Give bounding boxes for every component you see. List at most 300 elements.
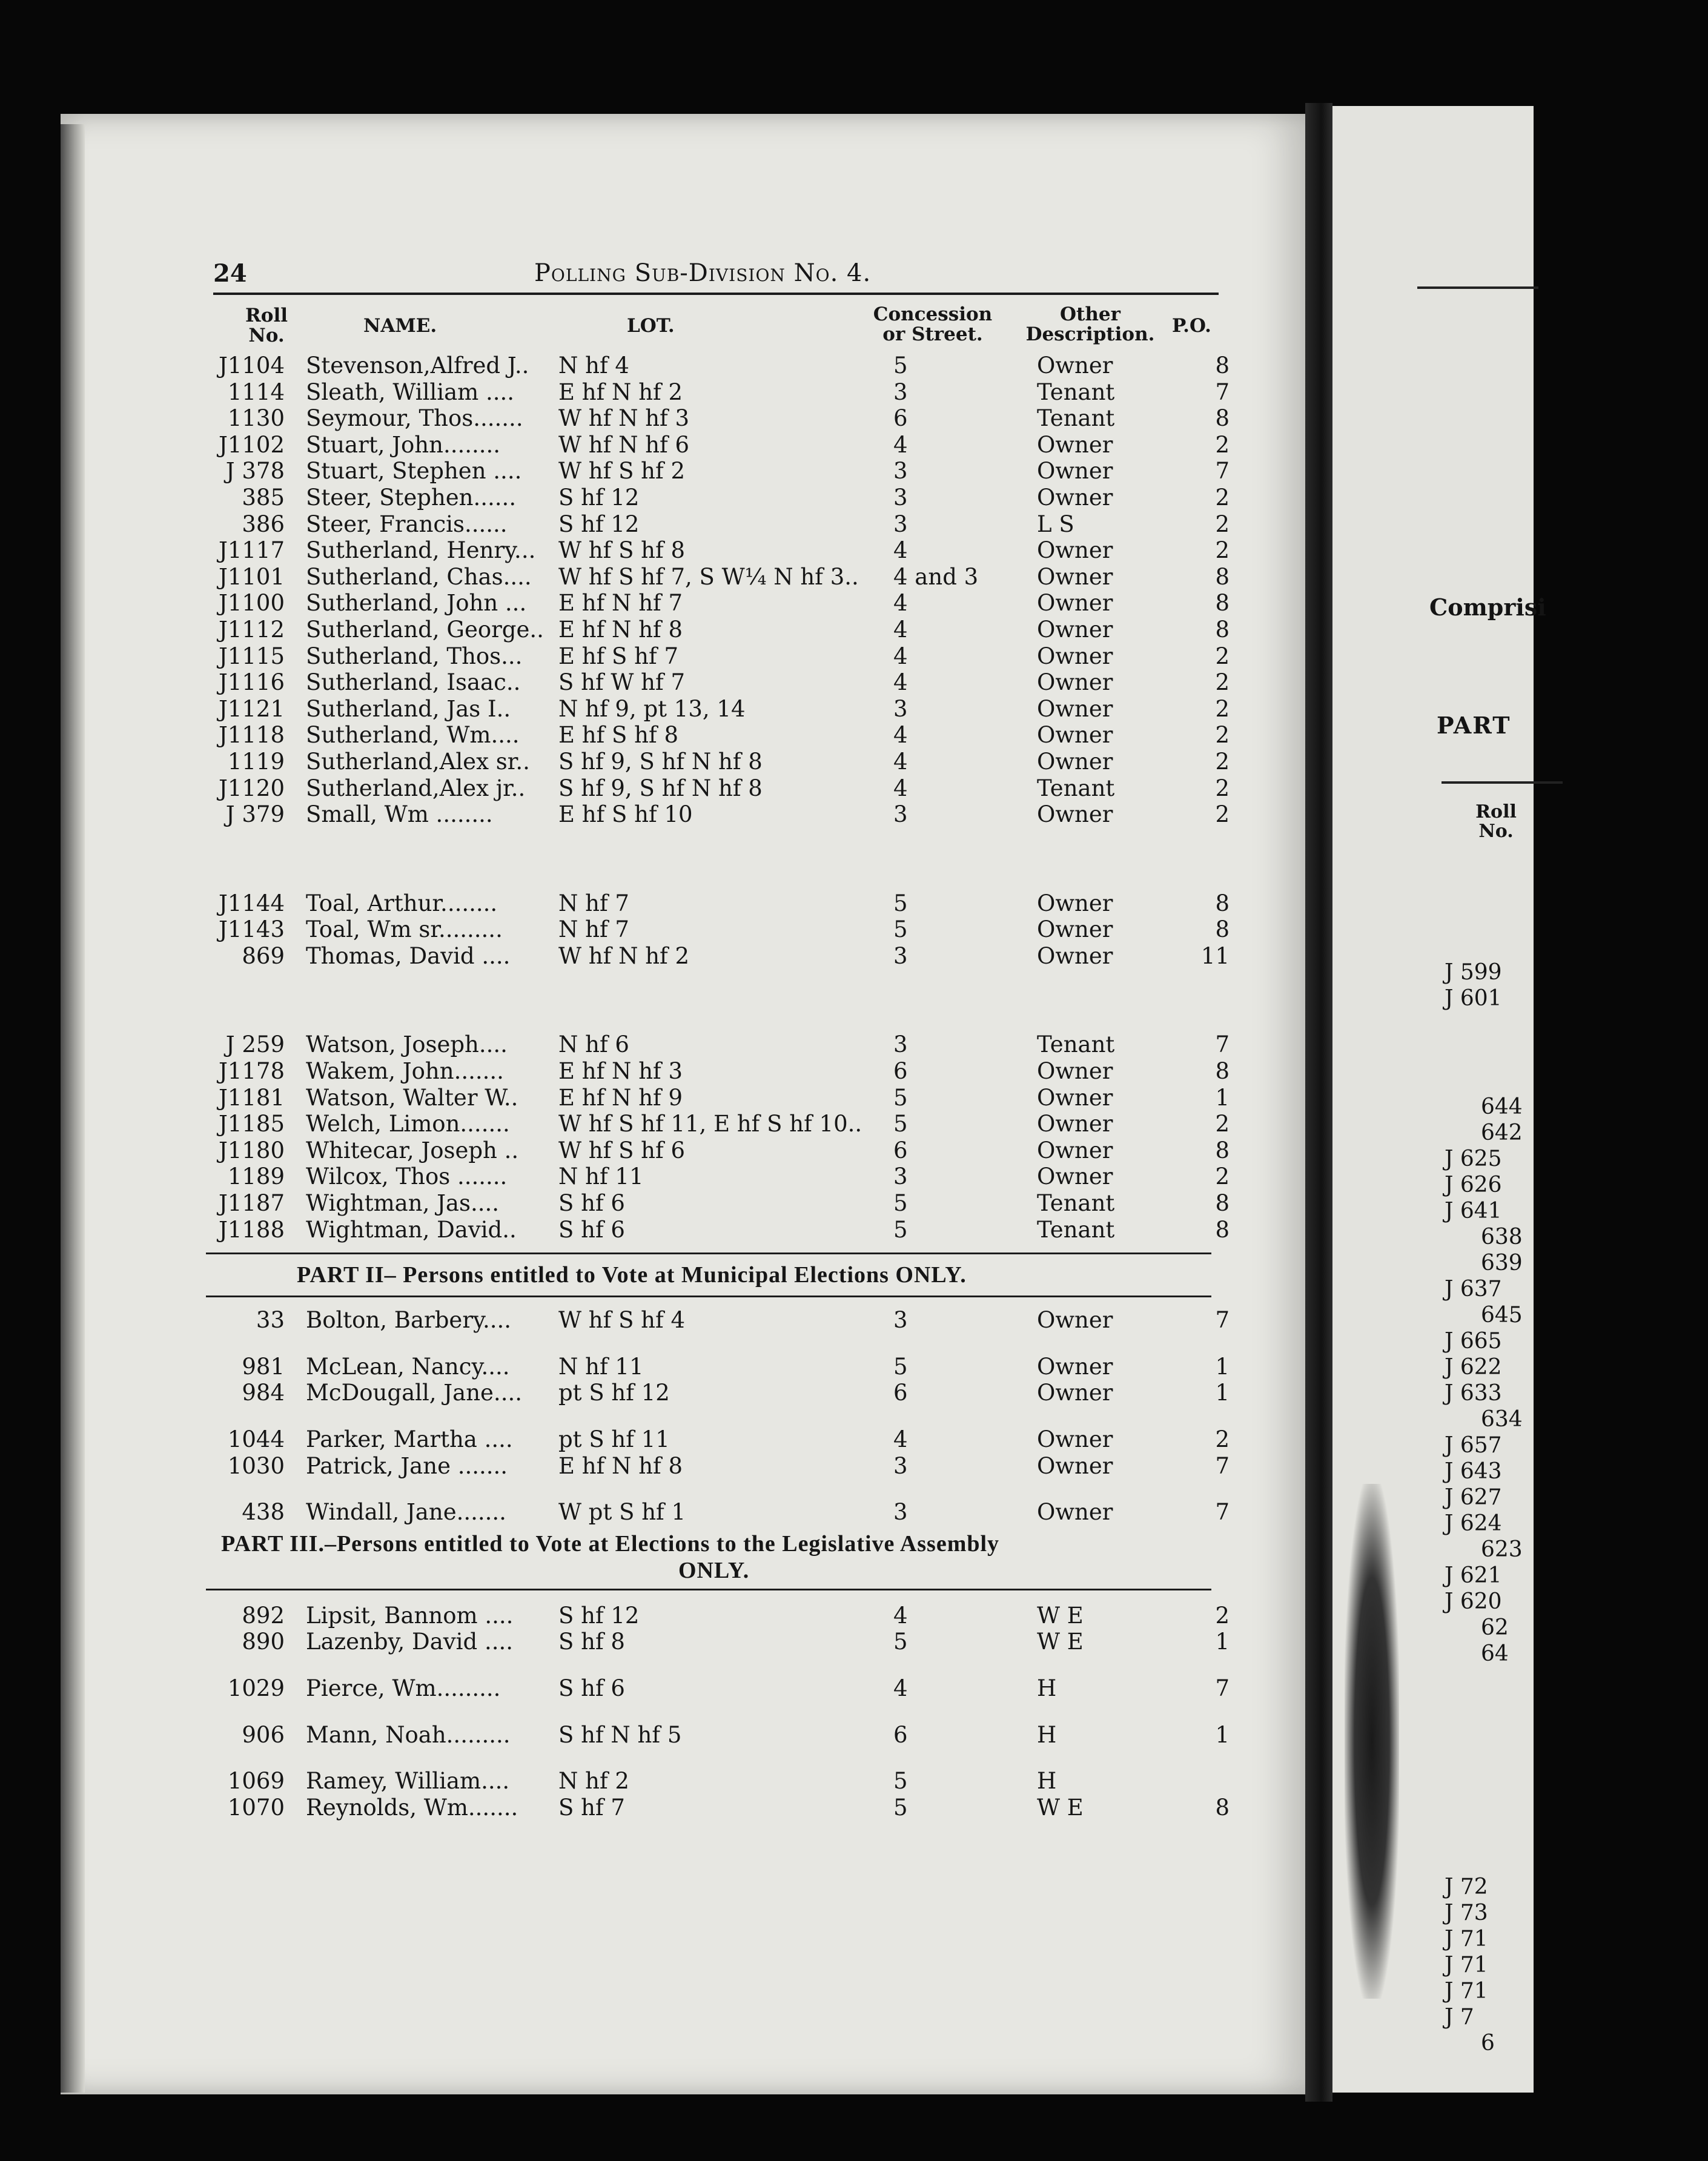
roll-number: J1104: [219, 352, 285, 379]
post-office: 8: [1215, 1137, 1230, 1163]
roll-number: J1112: [219, 616, 285, 643]
description: Owner: [1037, 537, 1113, 564]
concession: 4: [893, 616, 908, 643]
lot: S hf N hf 5: [558, 1721, 682, 1748]
group-spacer: [206, 1748, 1236, 1768]
right-page-roll-number: J 71: [1445, 1953, 1488, 1977]
right-page-roll-number: J 73: [1445, 1901, 1488, 1925]
roll-number: 1070: [227, 1794, 285, 1821]
description: H: [1037, 1721, 1057, 1748]
voter-row: [206, 1111, 1236, 1137]
voter-name: Stuart, Stephen ....: [306, 458, 522, 485]
description: Owner: [1037, 1499, 1113, 1526]
post-office: 1: [1215, 1380, 1230, 1406]
voter-name: Sutherland, Isaac..: [306, 669, 521, 696]
voter-row: [206, 1499, 1236, 1526]
voter-row: [206, 379, 1236, 406]
post-office: 1: [1215, 1084, 1230, 1111]
post-office: 2: [1215, 511, 1230, 537]
group-spacer: [206, 1702, 1236, 1722]
right-page-roll-number: J 72: [1445, 1875, 1488, 1899]
post-office: 2: [1215, 695, 1230, 722]
description: Owner: [1037, 484, 1113, 511]
description: Owner: [1037, 890, 1113, 916]
lot: S hf 12: [558, 511, 640, 537]
voter-row: [206, 1354, 1236, 1380]
post-office: 2: [1215, 801, 1230, 828]
right-page-roll-number: J 641: [1445, 1199, 1502, 1223]
description: Tenant: [1037, 405, 1115, 432]
right-page-roll-number: 642: [1481, 1120, 1523, 1145]
roll-number: 869: [242, 942, 285, 969]
post-office: 7: [1215, 1675, 1230, 1701]
roll-number: J1143: [219, 916, 285, 943]
voter-row: [206, 669, 1236, 696]
right-page-roll-number: J 643: [1445, 1459, 1502, 1484]
right-page-roll-number: 634: [1481, 1407, 1523, 1432]
right-page-roll-number: J 621: [1445, 1563, 1502, 1588]
voter-name: Steer, Stephen......: [306, 484, 517, 511]
description: Owner: [1037, 643, 1113, 669]
voter-row: [206, 405, 1236, 432]
right-page-rule: [1442, 781, 1563, 784]
voter-name: Sutherland, Henry...: [306, 537, 536, 564]
running-title: Polling Sub-Division No. 4.: [534, 259, 872, 287]
concession: 4: [893, 1675, 908, 1701]
concession: 5: [893, 1353, 908, 1380]
voter-row: [206, 943, 1236, 970]
voter-name: McDougall, Jane....: [306, 1380, 522, 1406]
description: Owner: [1037, 590, 1113, 617]
col-po: [1172, 316, 1211, 336]
description: Owner: [1037, 1426, 1113, 1452]
concession: 5: [893, 1629, 908, 1655]
roll-number: 438: [242, 1499, 285, 1526]
description: Owner: [1037, 1058, 1113, 1085]
post-office: 2: [1215, 1426, 1230, 1452]
lot: W hf N hf 2: [558, 942, 690, 969]
right-page-comprisi: Comprisi: [1429, 594, 1546, 621]
lot: N hf 9, pt 13, 14: [558, 695, 746, 722]
voter-name: Toal, Arthur........: [306, 890, 498, 916]
post-office: 8: [1215, 563, 1230, 590]
roll-number: J1180: [219, 1137, 285, 1163]
lot: W hf S hf 4: [558, 1307, 686, 1334]
voter-name: Wakem, John.......: [306, 1058, 504, 1085]
concession: 3: [893, 458, 908, 485]
right-page-roll-number: J 665: [1445, 1329, 1502, 1354]
description: W E: [1037, 1602, 1084, 1629]
voter-row: [206, 722, 1236, 749]
col-roll-label: Roll No.: [245, 305, 288, 346]
concession: 3: [893, 511, 908, 537]
lot: N hf 11: [558, 1163, 644, 1190]
lot: N hf 11: [558, 1353, 644, 1380]
right-page-roll-number: J 627: [1445, 1485, 1502, 1510]
description: Owner: [1037, 722, 1113, 749]
roll-number: 385: [242, 484, 285, 511]
group-spacer: [206, 1526, 1236, 1531]
roll-number: J1101: [219, 563, 285, 590]
lot: W pt S hf 1: [558, 1499, 686, 1526]
lot: S hf 9, S hf N hf 8: [558, 748, 763, 775]
right-page-roll-number: J 633: [1445, 1381, 1502, 1406]
description: Owner: [1037, 352, 1113, 379]
col-concession-label: Concession or Street.: [873, 303, 993, 345]
voter-row: [206, 1768, 1236, 1795]
description: W E: [1037, 1794, 1084, 1821]
concession: 3: [893, 484, 908, 511]
description: Owner: [1037, 669, 1113, 696]
post-office: 7: [1215, 458, 1230, 485]
right-page-roll-number: 64: [1481, 1641, 1509, 1666]
voter-list: [206, 352, 1236, 1821]
lot: W hf S hf 2: [558, 458, 686, 485]
description: Owner: [1037, 748, 1113, 775]
lot: pt S hf 11: [558, 1426, 670, 1452]
concession: 5: [893, 1794, 908, 1821]
concession: 3: [893, 942, 908, 969]
description: Owner: [1037, 1084, 1113, 1111]
voter-name: Sutherland,Alex jr..: [306, 775, 526, 801]
voter-row: [206, 352, 1236, 379]
right-page-roll-number: 6: [1481, 2031, 1495, 2056]
roll-number: 890: [242, 1629, 285, 1655]
voter-name: Reynolds, Wm.......: [306, 1794, 518, 1821]
concession: 4 and 3: [893, 563, 979, 590]
description: Owner: [1037, 801, 1113, 828]
post-office: 8: [1215, 1794, 1230, 1821]
lot: W hf S hf 6: [558, 1137, 686, 1163]
header-rule: [213, 293, 1219, 295]
voter-row: [206, 1217, 1236, 1243]
voter-name: McLean, Nancy....: [306, 1353, 510, 1380]
voter-row: [206, 458, 1236, 485]
roll-number: J1185: [219, 1111, 285, 1137]
section-title: PART III.–Persons entitled to Vote at Elections to the Legislative Assembly: [221, 1531, 1000, 1557]
col-roll: [233, 306, 300, 346]
voter-row: [206, 643, 1236, 670]
post-office: 8: [1215, 616, 1230, 643]
concession: 5: [893, 1190, 908, 1217]
lot: E hf N hf 8: [558, 1452, 683, 1479]
description: Owner: [1037, 916, 1113, 943]
group-spacer: [206, 969, 1236, 1031]
post-office: 2: [1215, 1163, 1230, 1190]
voter-name: Stuart, John........: [306, 431, 501, 458]
description: Owner: [1037, 942, 1113, 969]
voter-row: [206, 511, 1236, 538]
post-office: 2: [1215, 669, 1230, 696]
roll-number: 1044: [227, 1426, 285, 1452]
lot: W hf S hf 8: [558, 537, 686, 564]
voter-name: Sutherland, Chas....: [306, 563, 532, 590]
post-office: 8: [1215, 1190, 1230, 1217]
section-rule: [206, 1253, 1211, 1254]
roll-number: J1144: [219, 890, 285, 916]
lot: E hf S hf 10: [558, 801, 693, 828]
description: W E: [1037, 1629, 1084, 1655]
roll-number: 1119: [227, 748, 285, 775]
voter-row: [206, 1137, 1236, 1164]
voter-row: [206, 1190, 1236, 1217]
post-office: 1: [1215, 1629, 1230, 1655]
concession: 3: [893, 379, 908, 405]
description: Owner: [1037, 1111, 1113, 1137]
description: Tenant: [1037, 1190, 1115, 1217]
voter-row: [206, 1307, 1236, 1334]
voter-name: Steer, Francis......: [306, 511, 508, 537]
post-office: 7: [1215, 1031, 1230, 1058]
roll-number: 892: [242, 1602, 285, 1629]
concession: 3: [893, 1031, 908, 1058]
voter-name: Parker, Martha ....: [306, 1426, 513, 1452]
lot: N hf 7: [558, 890, 629, 916]
concession: 3: [893, 1452, 908, 1479]
voter-row: [206, 537, 1236, 564]
voter-row: [206, 801, 1236, 828]
post-office: 8: [1215, 1216, 1230, 1243]
right-page-top-rule: [1417, 286, 1538, 289]
description: Tenant: [1037, 379, 1115, 405]
col-lot: [627, 316, 675, 336]
right-page-roll-number: J 71: [1445, 1979, 1488, 2004]
concession: 5: [893, 916, 908, 943]
voter-row: [206, 1058, 1236, 1085]
lot: N hf 6: [558, 1031, 629, 1058]
col-description: [1021, 305, 1160, 345]
right-page-roll-number: J 620: [1445, 1589, 1502, 1614]
lot: S hf 6: [558, 1216, 625, 1243]
concession: 5: [893, 352, 908, 379]
voter-name: Patrick, Jane .......: [306, 1452, 508, 1479]
post-office: 8: [1215, 352, 1230, 379]
concession: 3: [893, 801, 908, 828]
roll-number: J 378: [225, 458, 285, 485]
lot: S hf 12: [558, 1602, 640, 1629]
description: Owner: [1037, 1452, 1113, 1479]
roll-number: J1100: [219, 590, 285, 617]
col-name-label: NAME.: [363, 315, 437, 337]
lot: E hf S hf 7: [558, 643, 678, 669]
description: Tenant: [1037, 1031, 1115, 1058]
roll-number: J1187: [219, 1190, 285, 1217]
roll-number: J1118: [219, 722, 285, 749]
roll-number: J1121: [219, 695, 285, 722]
description: Tenant: [1037, 1216, 1115, 1243]
roll-number: 906: [242, 1721, 285, 1748]
roll-number: J1188: [219, 1216, 285, 1243]
concession: 4: [893, 1602, 908, 1629]
description: Owner: [1037, 431, 1113, 458]
voter-row: [206, 749, 1236, 775]
voter-name: Sutherland, Wm....: [306, 722, 520, 749]
roll-number: J1116: [219, 669, 285, 696]
voter-row: [206, 1031, 1236, 1058]
section-rule: [206, 1589, 1211, 1590]
voter-name: Sutherland, Jas I..: [306, 695, 511, 722]
concession: 4: [893, 775, 908, 801]
concession: 3: [893, 1499, 908, 1526]
voter-name: Seymour, Thos.......: [306, 405, 523, 432]
voter-name: Windall, Jane.......: [306, 1499, 506, 1526]
voter-row: [206, 432, 1236, 458]
description: H: [1037, 1768, 1057, 1795]
voter-name: Thomas, David ....: [306, 942, 511, 969]
voter-name: Whitecar, Joseph ..: [306, 1137, 519, 1163]
lot: E hf N hf 8: [558, 616, 683, 643]
voter-name: Welch, Limon.......: [306, 1111, 510, 1137]
voter-name: Sutherland, John ...: [306, 590, 527, 617]
voter-name: Watson, Joseph....: [306, 1031, 508, 1058]
right-page-roll-number: J 626: [1445, 1173, 1502, 1197]
right-page-roll-number: J 7: [1445, 2005, 1474, 2030]
group-spacer: [206, 1479, 1236, 1499]
right-page-roll-number: J 601: [1445, 986, 1502, 1011]
voter-name: Sutherland, Thos...: [306, 643, 523, 669]
concession: 5: [893, 1111, 908, 1137]
concession: 4: [893, 669, 908, 696]
voter-name: Ramey, William....: [306, 1768, 510, 1795]
concession: 5: [893, 1084, 908, 1111]
post-office: 1: [1215, 1721, 1230, 1748]
lot: E hf N hf 9: [558, 1084, 683, 1111]
concession: 3: [893, 1307, 908, 1334]
post-office: 7: [1215, 1307, 1230, 1334]
right-page-roll-label: Roll No.: [1475, 801, 1517, 842]
lot: E hf N hf 3: [558, 1058, 683, 1085]
concession: 6: [893, 1137, 908, 1163]
post-office: 2: [1215, 1111, 1230, 1137]
roll-number: 33: [256, 1307, 285, 1334]
voter-row: [206, 564, 1236, 591]
page-number: 24: [213, 259, 247, 288]
voter-name: Sutherland, George..: [306, 616, 544, 643]
voter-row: [206, 617, 1236, 643]
lot: pt S hf 12: [558, 1380, 670, 1406]
voter-name: Small, Wm ........: [306, 801, 493, 828]
roll-number: 1189: [227, 1163, 285, 1190]
roll-number: 1114: [227, 379, 285, 405]
roll-number: J1181: [219, 1084, 285, 1111]
description: Tenant: [1037, 775, 1115, 801]
voter-name: Pierce, Wm.........: [306, 1675, 501, 1701]
lot: N hf 7: [558, 916, 629, 943]
lot: E hf N hf 7: [558, 590, 683, 617]
post-office: 2: [1215, 722, 1230, 749]
voter-row: [206, 1603, 1236, 1629]
concession: 3: [893, 1163, 908, 1190]
lot: E hf N hf 2: [558, 379, 683, 405]
roll-number: J1117: [219, 537, 285, 564]
right-page-roll-number: J 622: [1445, 1355, 1502, 1380]
lot: S hf W hf 7: [558, 669, 686, 696]
group-spacer: [206, 828, 1236, 890]
voter-name: Watson, Walter W..: [306, 1084, 518, 1111]
voter-row: [206, 1380, 1236, 1406]
group-spacer: [206, 1334, 1236, 1354]
roll-number: 984: [242, 1380, 285, 1406]
col-lot-label: LOT.: [627, 315, 675, 337]
description: Owner: [1037, 1380, 1113, 1406]
concession: 4: [893, 590, 908, 617]
roll-number: J 259: [225, 1031, 285, 1058]
description: Owner: [1037, 1307, 1113, 1334]
right-page-roll-number: J 657: [1445, 1433, 1502, 1458]
book-gutter: [1305, 103, 1332, 2102]
lot: S hf 8: [558, 1629, 625, 1655]
right-page-roll-number: J 624: [1445, 1511, 1502, 1536]
roll-number: 1029: [227, 1675, 285, 1701]
voter-name: Stevenson,Alfred J..: [306, 352, 529, 379]
col-concession: [872, 305, 993, 345]
concession: 4: [893, 643, 908, 669]
col-name: [363, 316, 437, 336]
right-page-roll-number: 639: [1481, 1251, 1523, 1276]
voter-name: Wightman, Jas....: [306, 1190, 500, 1217]
voter-row: [206, 916, 1236, 943]
roll-number: 1069: [227, 1768, 285, 1795]
lot: W hf N hf 6: [558, 431, 690, 458]
concession: 4: [893, 748, 908, 775]
post-office: 7: [1215, 1499, 1230, 1526]
roll-number: 386: [242, 511, 285, 537]
concession: 5: [893, 1768, 908, 1795]
col-description-label: Other Description.: [1025, 303, 1155, 345]
voter-name: Wilcox, Thos .......: [306, 1163, 508, 1190]
post-office: 8: [1215, 590, 1230, 617]
description: L S: [1037, 511, 1074, 537]
lot: S hf 9, S hf N hf 8: [558, 775, 763, 801]
right-page-roll-number: J 599: [1445, 960, 1502, 985]
right-page-roll-number: 623: [1481, 1537, 1523, 1562]
roll-number: 981: [242, 1353, 285, 1380]
right-page-roll-number: 644: [1481, 1094, 1523, 1119]
post-office: 8: [1215, 890, 1230, 916]
lot: N hf 4: [558, 352, 629, 379]
lot: S hf 6: [558, 1190, 625, 1217]
post-office: 11: [1200, 942, 1230, 969]
page-header: [213, 253, 1219, 290]
lot: S hf 6: [558, 1675, 625, 1701]
right-page-roll-number: 645: [1481, 1303, 1523, 1328]
voter-name: Wightman, David..: [306, 1216, 517, 1243]
right-page-roll-number: J 637: [1445, 1277, 1502, 1302]
lot: S hf 12: [558, 484, 640, 511]
post-office: 8: [1215, 916, 1230, 943]
lot: W hf S hf 11, E hf S hf 10..: [558, 1111, 862, 1137]
concession: 4: [893, 1426, 908, 1452]
voter-row: [206, 696, 1236, 723]
post-office: 2: [1215, 537, 1230, 564]
description: Owner: [1037, 1353, 1113, 1380]
voter-row: [206, 1426, 1236, 1453]
post-office: 2: [1215, 643, 1230, 669]
voter-row: [206, 1163, 1236, 1190]
concession: 5: [893, 890, 908, 916]
description: H: [1037, 1675, 1057, 1701]
voter-row: [206, 1795, 1236, 1821]
concession: 5: [893, 1216, 908, 1243]
lot: W hf S hf 7, S W¼ N hf 3..: [558, 563, 859, 590]
voter-name: Lipsit, Bannom ....: [306, 1602, 514, 1629]
voter-row: [206, 590, 1236, 617]
post-office: 2: [1215, 748, 1230, 775]
right-page-roll-number: J 71: [1445, 1927, 1488, 1951]
concession: 6: [893, 1380, 908, 1406]
roll-number: J1178: [219, 1058, 285, 1085]
voter-row: [206, 1453, 1236, 1480]
